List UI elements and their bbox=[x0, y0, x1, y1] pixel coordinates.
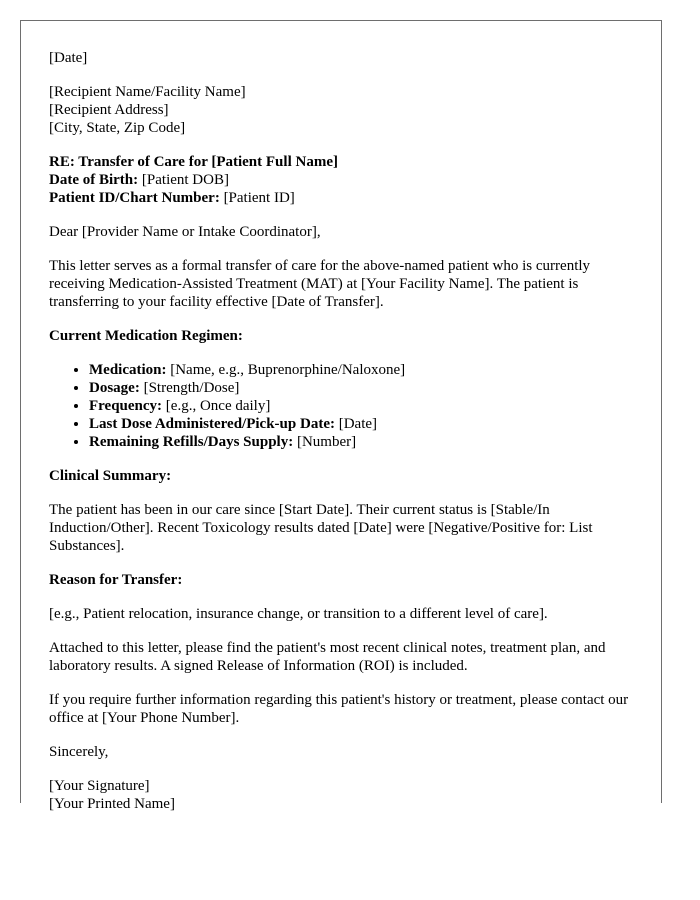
medication-item bbox=[89, 397, 637, 415]
medication-list bbox=[49, 361, 637, 451]
recipient-city-line: [City, State, Zip Code] bbox=[49, 120, 186, 136]
contact-paragraph: If you require further information regarding this patient's history or treatment, please contact our office at [Your Phone Number]. bbox=[49, 692, 629, 726]
medication-item-value: [Date] bbox=[338, 416, 378, 432]
closing: Sincerely, bbox=[49, 744, 109, 760]
medication-item-value: [Strength/Dose] bbox=[143, 380, 240, 396]
recipient-address: [Recipient Address] bbox=[49, 102, 169, 118]
letter-page bbox=[20, 20, 662, 812]
medication-item-value: [Name, e.g., Buprenorphine/Naloxone] bbox=[170, 362, 406, 378]
recipient-name: [Recipient Name/Facility Name] bbox=[49, 84, 246, 100]
signature-block bbox=[49, 777, 637, 813]
printed-name-line: [Your Printed Name] bbox=[49, 796, 175, 812]
medication-heading: Current Medication Regimen: bbox=[49, 328, 243, 344]
medication-item bbox=[89, 379, 637, 397]
clinical-summary-heading: Clinical Summary: bbox=[49, 468, 172, 484]
medication-item bbox=[89, 415, 637, 433]
dob-label: Date of Birth: bbox=[49, 172, 139, 188]
medication-item bbox=[89, 361, 637, 379]
recipient-block bbox=[49, 83, 637, 137]
patient-id-label: Patient ID/Chart Number: bbox=[49, 190, 220, 206]
intro-paragraph: This letter serves as a formal transfer of care for the above-named patient who is currently receiving Medication-Assisted Treatment (MAT) at [Your Facility Name]. The patient is transferring to your facility effective [Date of Transfer]. bbox=[49, 258, 591, 310]
medication-item-label: Medication: bbox=[89, 362, 167, 378]
signature-line: [Your Signature] bbox=[49, 778, 150, 794]
re-block bbox=[49, 153, 637, 207]
medication-item-value: [e.g., Once daily] bbox=[165, 398, 271, 414]
patient-id-line bbox=[49, 189, 637, 207]
medication-item-value: [Number] bbox=[296, 434, 357, 450]
medication-item-label: Remaining Refills/Days Supply: bbox=[89, 434, 294, 450]
medication-item-label: Dosage: bbox=[89, 380, 140, 396]
medication-item-label: Last Dose Administered/Pick-up Date: bbox=[89, 416, 335, 432]
re-subject-line: RE: Transfer of Care for [Patient Full Name] bbox=[49, 154, 338, 170]
attachments-paragraph: Attached to this letter, please find the patient's most recent clinical notes, treatment plan, and laboratory results. A signed Release of Information (ROI) is included. bbox=[49, 640, 606, 674]
letter-body bbox=[49, 49, 637, 829]
dob-line bbox=[49, 171, 637, 189]
dob-value: [Patient DOB] bbox=[141, 172, 229, 188]
letter-date: [Date] bbox=[49, 50, 88, 66]
clinical-summary-text: The patient has been in our care since [Start Date]. Their current status is [Stable/In Induction/Other]. Recent Toxicology results dated [Date] were [Negative/Positive for: List Substances]. bbox=[49, 502, 593, 554]
medication-item-label: Frequency: bbox=[89, 398, 163, 414]
medication-item bbox=[89, 433, 637, 451]
salutation: Dear [Provider Name or Intake Coordinator], bbox=[49, 224, 321, 240]
reason-text: [e.g., Patient relocation, insurance change, or transition to a different level of care]. bbox=[49, 606, 548, 622]
patient-id-value: [Patient ID] bbox=[223, 190, 295, 206]
reason-heading: Reason for Transfer: bbox=[49, 572, 183, 588]
